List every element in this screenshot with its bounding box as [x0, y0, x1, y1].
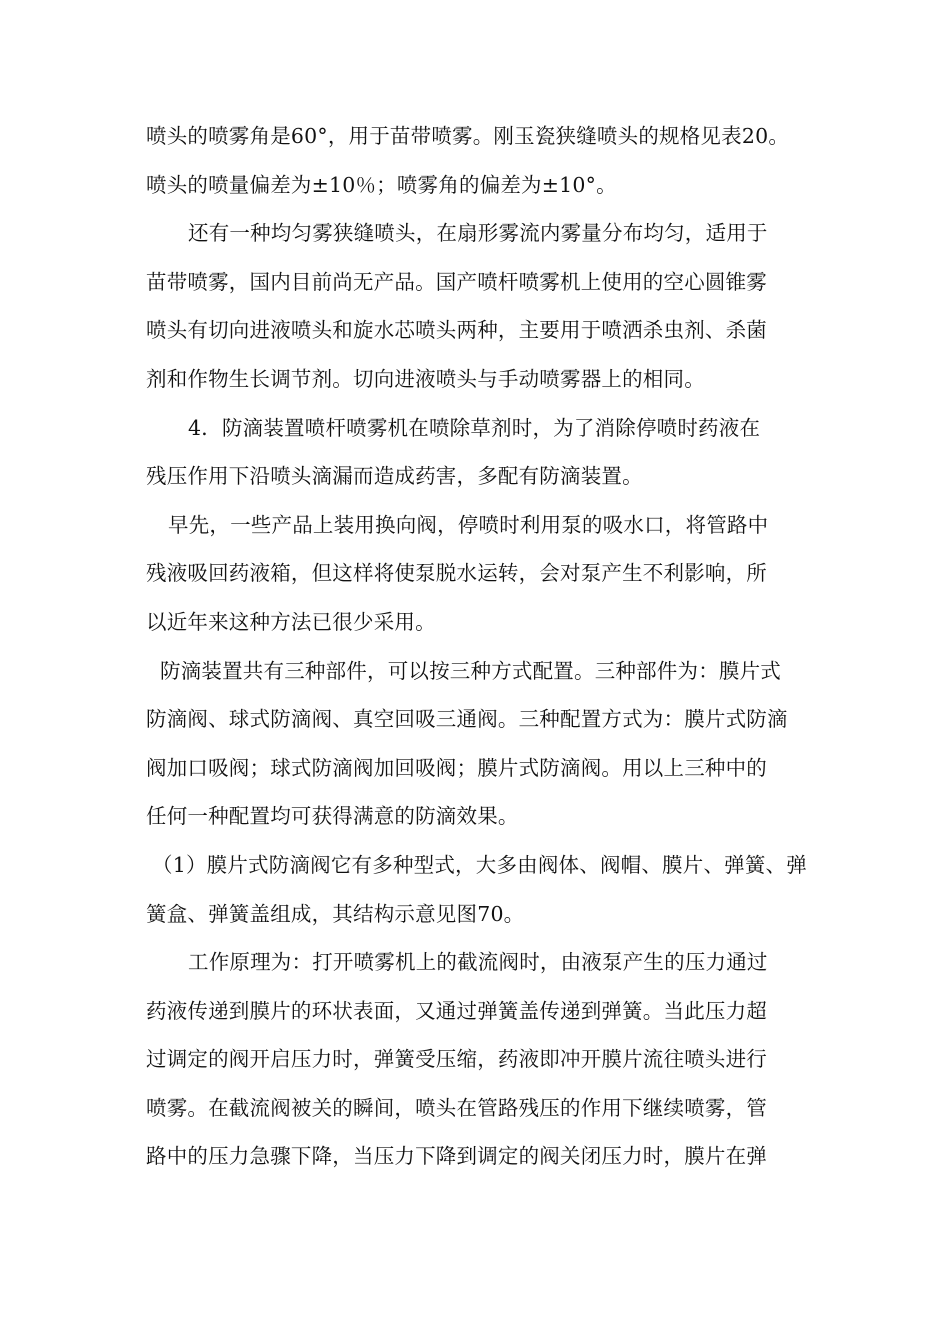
text-line: 喷头的喷雾角是60°，用于苗带喷雾。刚玉瓷狭缝喷头的规格见表20。 [146, 124, 790, 148]
paragraph [146, 501, 810, 647]
text-line: 防滴装置共有三种部件，可以按三种方式配置。三种部件为：膜片式 [160, 658, 781, 683]
paragraph [146, 404, 810, 501]
text-line: 工作原理为：打开喷雾机上的截流阀时，由液泵产生的压力通过 [188, 950, 768, 975]
paragraph [146, 841, 810, 938]
text-line: 剂和作物生长调节剂。切向进液喷头与手动喷雾器上的相同。 [146, 366, 705, 391]
text-line: 残压作用下沿喷头滴漏而造成药害，多配有防滴装置。 [146, 464, 643, 489]
text-line: 残液吸回药液箱，但这样将使泵脱水运转，会对泵产生不利影响，所 [146, 561, 767, 586]
text-line: 以近年来这种方法已很少采用。 [146, 609, 436, 634]
text-line: 防滴阀、球式防滴阀、真空回吸三通阀。三种配置方式为：膜片式防滴 [146, 707, 788, 732]
text-line: （1）膜片式防滴阀它有多种型式，大多由阀体、阀帽、膜片、弹簧、弹 [152, 852, 807, 877]
text-line: 路中的压力急骤下降，当压力下降到调定的阀关闭压力时，膜片在弹 [146, 1144, 767, 1169]
text-line: 任何一种配置均可获得满意的防滴效果。 [146, 804, 519, 829]
text-line: 簧盒、弹簧盖组成，其结构示意见图70。 [146, 901, 525, 926]
text-line: 阀加口吸阀；球式防滴阀加回吸阀；膜片式防滴阀。用以上三种中的 [146, 755, 767, 780]
text-line: 喷头的喷量偏差为±10％；喷雾角的偏差为±10°。 [146, 172, 617, 197]
text-line: 喷头有切向进液喷头和旋水芯喷头两种，主要用于喷洒杀虫剂、杀菌 [146, 318, 767, 343]
text-line: 早先，一些产品上装用换向阀，停喷时利用泵的吸水口，将管路中 [168, 512, 769, 537]
document-body [146, 112, 810, 1181]
paragraph [146, 938, 810, 1181]
text-line: 过调定的阀开启压力时，弹簧受压缩，药液即冲开膜片流往喷头进行 [146, 1047, 767, 1072]
text-line: 苗带喷雾，国内目前尚无产品。国产喷杆喷雾机上使用的空心圆锥雾 [146, 269, 767, 294]
paragraph [146, 209, 810, 403]
paragraph [146, 647, 810, 841]
text-line: 药液传递到膜片的环状表面，又通过弹簧盖传递到弹簧。当此压力超 [146, 998, 767, 1023]
text-line: 喷雾。在截流阀被关的瞬间，喷头在管路残压的作用下继续喷雾，管 [146, 1095, 767, 1120]
text-line: 4．防滴装置喷杆喷雾机在喷除草剂时，为了消除停喷时药液在 [188, 415, 761, 440]
paragraph [146, 112, 810, 209]
text-line: 还有一种均匀雾狭缝喷头，在扇形雾流内雾量分布均匀，适用于 [188, 221, 768, 246]
